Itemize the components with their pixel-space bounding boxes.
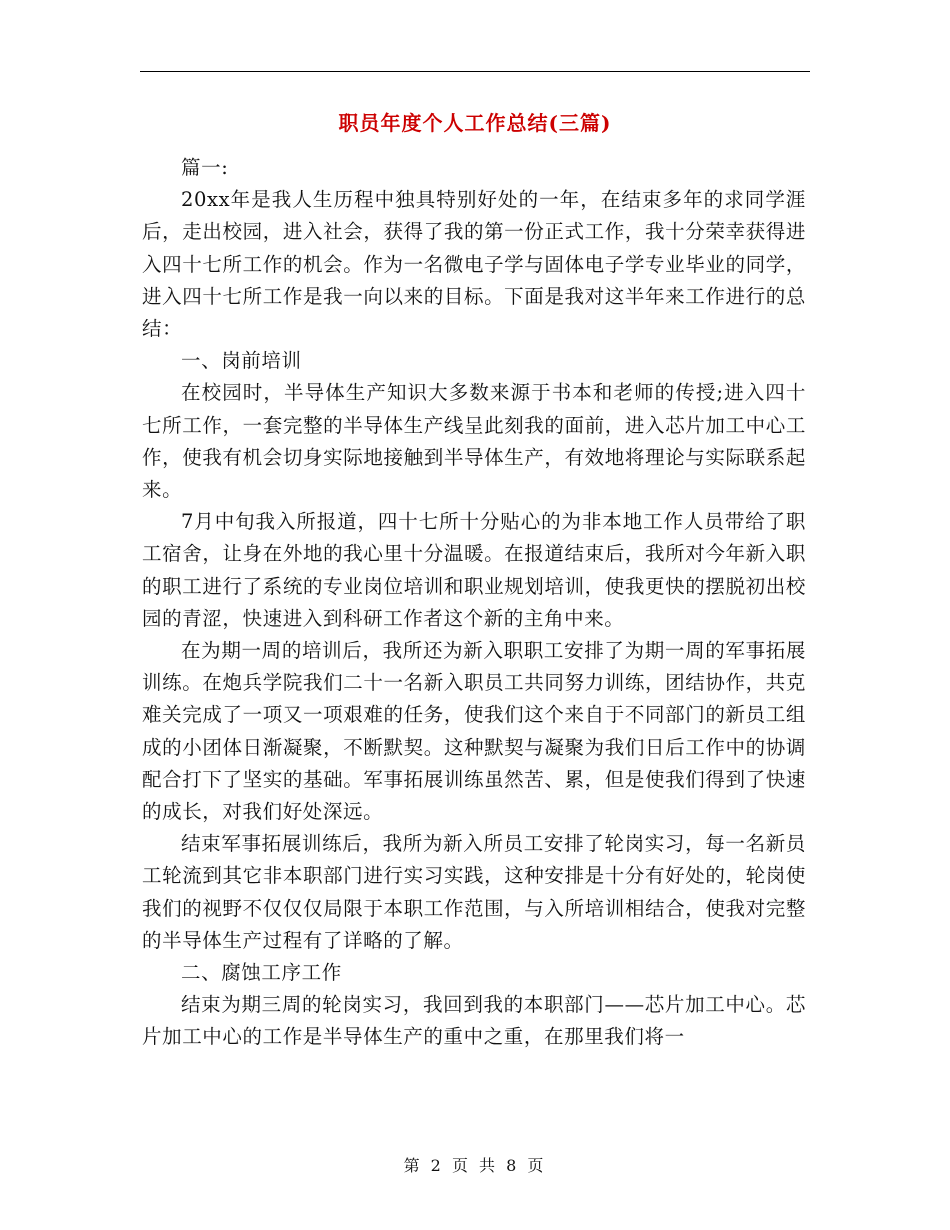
paragraph: 7月中旬我入所报道，四十七所十分贴心的为非本地工作人员带给了职工宿舍，让身在外地的我心里十分温暖。在报道结束后，我所对今年新入职的职工进行了系统的专业岗位培训和职业规划培训，使我更快的摆脱初出校园的青涩，快速进入到科研工作者这个新的主角中来。 bbox=[142, 510, 806, 630]
document-title: 职员年度个人工作总结(三篇) bbox=[338, 111, 612, 135]
page-number-footer: 第 2 页 共 8 页 bbox=[403, 1156, 547, 1175]
header-rule bbox=[140, 71, 810, 72]
paragraph: 结束为期三周的轮岗实习，我回到我的本职部门——芯片加工中心。芯片加工中心的工作是半导体生产的重中之重，在那里我们将一 bbox=[142, 993, 806, 1049]
paragraph: 20xx年是我人生历程中独具特别好处的一年，在结束多年的求同学涯后，走出校园，进入社会，获得了我的第一份正式工作，我十分荣幸获得进入四十七所工作的机会。作为一名微电子学与固体电子学专业毕业的同学，进入四十七所工作是我一向以来的目标。下面是我对这半年来工作进行的总结： bbox=[142, 188, 806, 341]
section-heading: 一、岗前培训 bbox=[181, 349, 302, 373]
section-label: 篇一: bbox=[181, 156, 229, 179]
document-body bbox=[142, 152, 806, 1054]
paragraph: 在为期一周的培训后，我所还为新入职职工安排了为期一周的军事拓展训练。在炮兵学院我们二十一名新入职员工共同努力训练，团结协作，共克难关完成了一项又一项艰难的任务，使我们这个来自于不同部门的新员工组成的小团体日渐凝聚，不断默契。这种默契与凝聚为我们日后工作中的协调配合打下了坚实的基础。军事拓展训练虽然苦、累，但是使我们得到了快速的成长，对我们好处深远。 bbox=[142, 639, 806, 824]
paragraph: 结束军事拓展训练后，我所为新入所员工安排了轮岗实习，每一名新员工轮流到其它非本职部门进行实习实践，这种安排是十分有好处的，轮岗使我们的视野不仅仅仅局限于本职工作范围，与入所培训相结合，使我对完整的半导体生产过程有了详略的了解。 bbox=[142, 832, 806, 952]
paragraph: 在校园时，半导体生产知识大多数来源于书本和老师的传授;进入四十七所工作，一套完整的半导体生产线呈此刻我的面前，进入芯片加工中心工作，使我有机会切身实际地接触到半导体生产，有效地将理论与实际联系起来。 bbox=[142, 381, 806, 502]
section-heading: 二、腐蚀工序工作 bbox=[181, 961, 342, 985]
